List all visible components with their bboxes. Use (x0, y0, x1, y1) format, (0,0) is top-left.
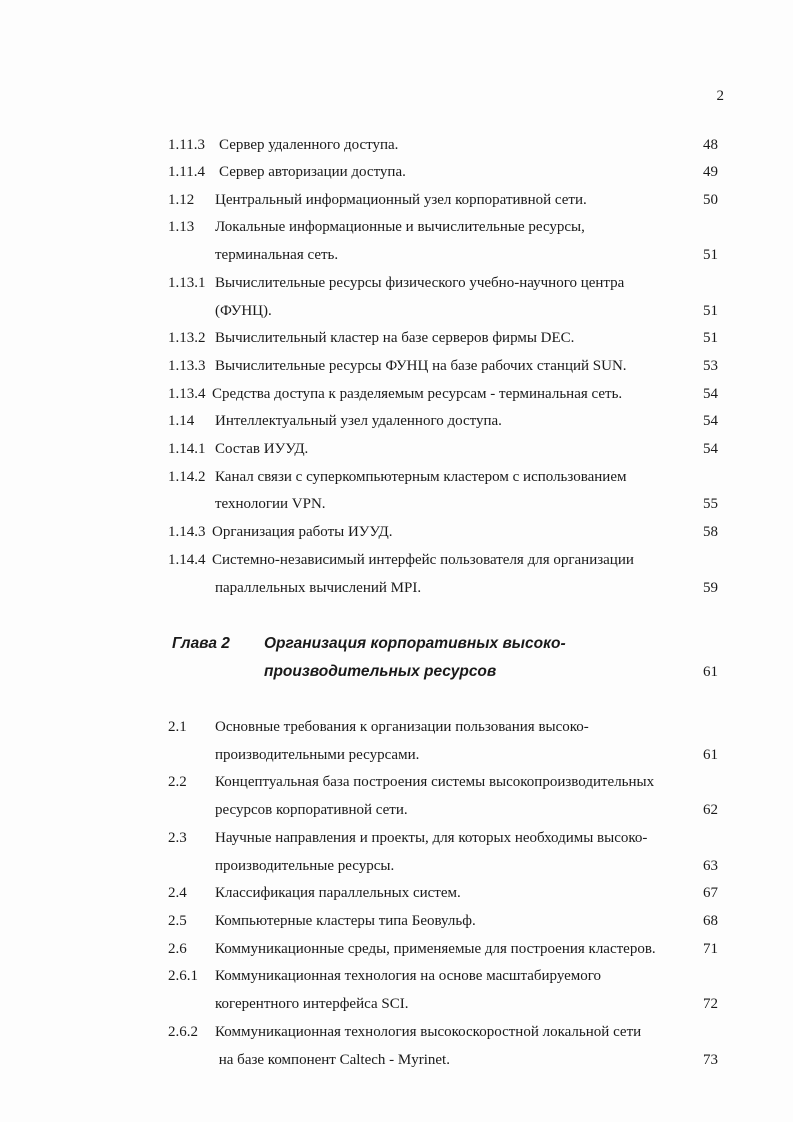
entry-page: 53 (703, 358, 718, 374)
toc-entry (0, 438, 793, 460)
entry-page: 59 (703, 580, 718, 596)
chapter-title: Организация корпоративных высоко- (264, 635, 566, 652)
entry-number: 2.1 (168, 719, 187, 735)
entry-page: 73 (703, 1052, 718, 1068)
toc-entry (0, 161, 793, 183)
entry-title: терминальная сеть. (215, 247, 339, 263)
entry-page: 54 (703, 413, 718, 429)
entry-number: 1.12 (168, 192, 195, 208)
entry-number: 1.11.3 (168, 137, 205, 153)
entry-page: 71 (703, 941, 718, 957)
entry-title: Коммуникационная технология на основе масштабируемого (215, 968, 602, 984)
entry-number: 1.13 (168, 219, 195, 235)
entry-page: 72 (703, 996, 718, 1012)
entry-page: 62 (703, 802, 718, 818)
entry-page: 54 (703, 441, 718, 457)
entry-number: 1.14 (168, 413, 195, 429)
entry-number: 2.6.1 (168, 968, 198, 984)
entry-title: параллельных вычислений MPI. (215, 580, 422, 596)
toc-entry (0, 1021, 793, 1043)
toc-entry (0, 272, 793, 294)
entry-number: 1.14.3 (168, 524, 206, 540)
entry-page: 63 (703, 858, 718, 874)
entry-number: 2.4 (168, 885, 187, 901)
entry-title: ресурсов корпоративной сети. (215, 802, 408, 818)
entry-page: 58 (703, 524, 718, 540)
entry-page: 67 (703, 885, 718, 901)
entry-title: производительные ресурсы. (215, 858, 395, 874)
toc-entry (0, 882, 793, 904)
toc-entry-continuation (0, 1049, 793, 1071)
toc-entry (0, 549, 793, 571)
entry-title: Организация работы ИУУД. (212, 524, 393, 540)
entry-page: 49 (703, 164, 718, 180)
entry-title: Сервер удаленного доступа. (219, 137, 399, 153)
toc-entry (0, 938, 793, 960)
entry-number: 2.2 (168, 774, 187, 790)
entry-title: Вычислительный кластер на базе серверов фирмы DEC. (215, 330, 575, 346)
entry-number: 1.13.4 (168, 386, 206, 402)
entry-title: Компьютерные кластеры типа Беовульф. (215, 913, 476, 929)
entry-title: Сервер авторизации доступа. (219, 164, 406, 180)
chapter-heading-continuation (0, 660, 793, 684)
entry-title: Системно-независимый интерфейс пользователя для организации (212, 552, 634, 568)
entry-number: 1.14.2 (168, 469, 206, 485)
toc-entry (0, 189, 793, 211)
toc-entry-continuation (0, 244, 793, 266)
entry-page: 51 (703, 330, 718, 346)
toc-entry-continuation (0, 855, 793, 877)
entry-title: производительными ресурсами. (215, 747, 420, 763)
entry-number: 1.13.2 (168, 330, 206, 346)
entry-title: на базе компонент Caltech - Myrinet. (215, 1052, 450, 1068)
entry-title: Коммуникационные среды, применяемые для построения кластеров. (215, 941, 656, 957)
entry-title: Центральный информационный узел корпоративной сети. (215, 192, 587, 208)
toc-entry (0, 216, 793, 238)
toc-entry (0, 827, 793, 849)
entry-title: Классификация параллельных систем. (215, 885, 461, 901)
entry-number: 1.13.1 (168, 275, 206, 291)
entry-page: 51 (703, 303, 718, 319)
chapter-page: 61 (703, 664, 718, 680)
entry-page: 48 (703, 137, 718, 153)
toc-entry (0, 716, 793, 738)
toc-entry-continuation (0, 744, 793, 766)
entry-number: 2.3 (168, 830, 187, 846)
entry-title: (ФУНЦ). (215, 303, 272, 319)
toc-entry (0, 134, 793, 156)
toc-entry-continuation (0, 799, 793, 821)
toc-entry-continuation (0, 300, 793, 322)
toc-entry (0, 355, 793, 377)
entry-title: Вычислительные ресурсы физического учебно-научного центра (215, 275, 625, 291)
chapter-heading (0, 632, 793, 656)
entry-title: технологии VPN. (215, 496, 326, 512)
toc-entry-continuation (0, 993, 793, 1015)
entry-title: Основные требования к организации пользования высоко- (215, 719, 589, 735)
entry-title: Вычислительные ресурсы ФУНЦ на базе рабочих станций SUN. (215, 358, 627, 374)
toc-entry (0, 521, 793, 543)
chapter-title: производительных ресурсов (264, 663, 497, 680)
entry-page: 61 (703, 747, 718, 763)
entry-page: 51 (703, 247, 718, 263)
entry-number: 1.14.4 (168, 552, 206, 568)
entry-title: Интеллектуальный узел удаленного доступа. (215, 413, 502, 429)
page-number: 2 (716, 88, 724, 104)
chapter-number: Глава 2 (172, 635, 230, 652)
entry-number: 2.6 (168, 941, 187, 957)
entry-title: Локальные информационные и вычислительные ресурсы, (215, 219, 585, 235)
entry-number: 1.14.1 (168, 441, 206, 457)
toc-entry (0, 965, 793, 987)
toc-entry (0, 327, 793, 349)
entry-title: Состав ИУУД. (215, 441, 309, 457)
entry-number: 2.5 (168, 913, 187, 929)
entry-number: 1.13.3 (168, 358, 206, 374)
entry-page: 55 (703, 496, 718, 512)
toc-entry-continuation (0, 577, 793, 599)
entry-title: Канал связи с суперкомпьютерным кластером с использованием (215, 469, 627, 485)
toc-entry-continuation (0, 493, 793, 515)
toc-entry (0, 466, 793, 488)
entry-page: 54 (703, 386, 718, 402)
entry-title: Научные направления и проекты, для которых необходимы высоко- (215, 830, 648, 846)
entry-page: 50 (703, 192, 718, 208)
entry-title: Концептуальная база построения системы высокопроизводительных (215, 774, 655, 790)
toc-entry (0, 910, 793, 932)
toc-entry (0, 383, 793, 405)
entry-number: 1.11.4 (168, 164, 205, 180)
toc-entry (0, 771, 793, 793)
entry-title: Коммуникационная технология высокоскоростной локальной сети (215, 1024, 642, 1040)
entry-number: 2.6.2 (168, 1024, 198, 1040)
toc-entry (0, 410, 793, 432)
entry-page: 68 (703, 913, 718, 929)
entry-title: Средства доступа к разделяемым ресурсам - терминальная сеть. (212, 386, 623, 402)
entry-title: когерентного интерфейса SCI. (215, 996, 409, 1012)
